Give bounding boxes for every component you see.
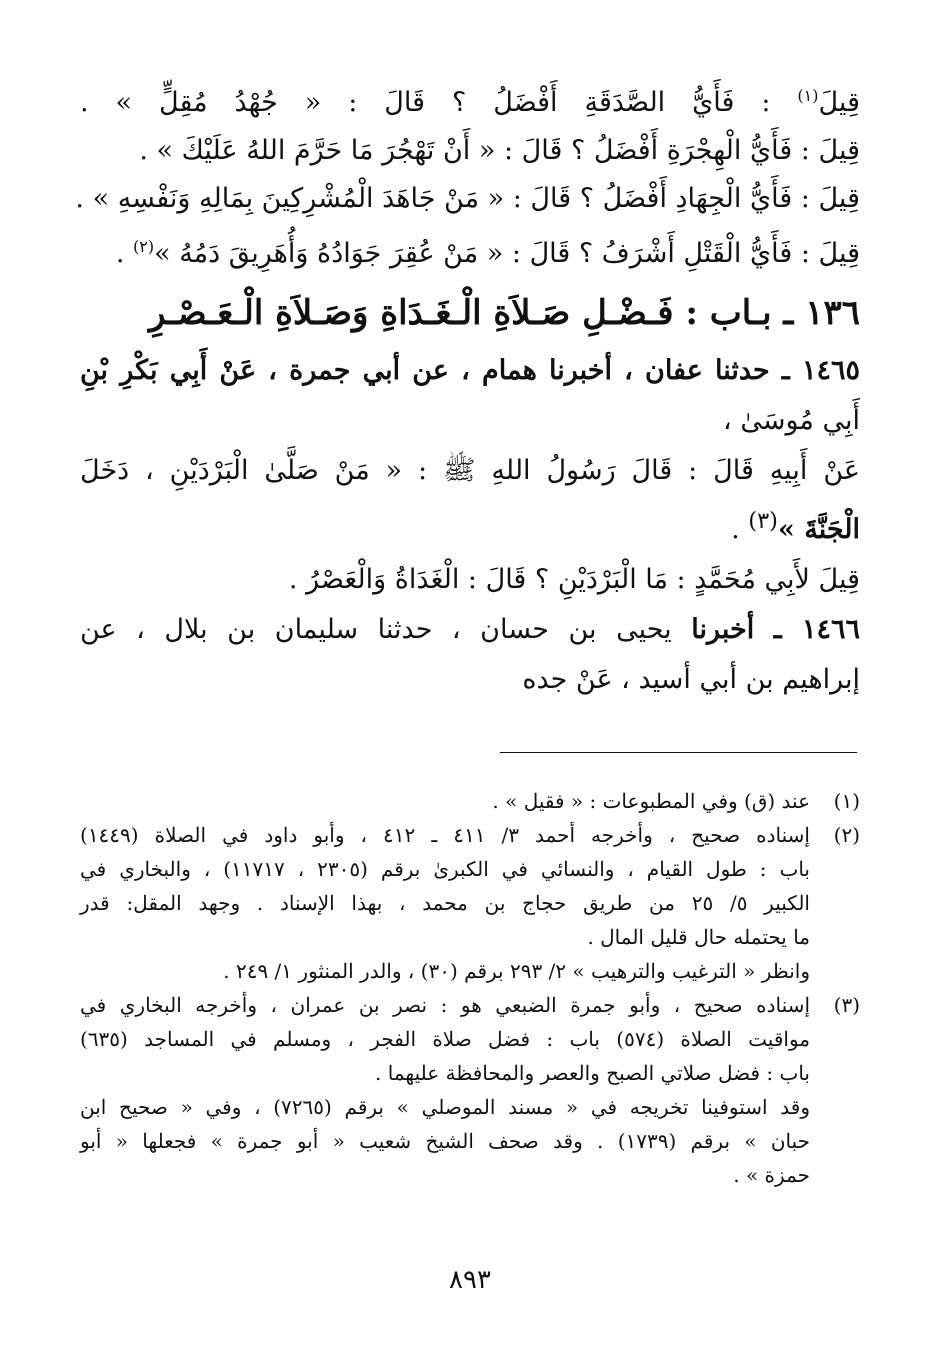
footnote-line: حبان » برقم (١٧٣٩) . وقد صحف الشيخ شعيب « أبو جمرة » فجعلها « أبو	[80, 1129, 811, 1153]
footnote-line: ما يحتمله حال قليل المال .	[587, 925, 810, 949]
hadith-1465-line-3: عَنْ أَبِيهِ قَالَ : قَالَ رَسُولُ اللهِ ﷺ : « مَنْ صَلَّىٰ الْبَرْدَيْنِ ، دَخَلَ	[80, 455, 860, 486]
hadith-1466-line-1	[80, 605, 860, 655]
footnote-line: وقد استوفينا تخريجه في « مسند الموصلي » برقم (٧٢٦٥) ، وفي « صحيح ابن	[80, 1095, 810, 1119]
hadith-number: ١٤٦٦ ـ	[773, 614, 860, 645]
hadith-1465-line-5: قِيلَ لأَبِي مُحَمَّدٍ : مَا الْبَرْدَيْنِ ؟ قَالَ : الْغَدَاةُ وَالْعَصْرُ .	[288, 564, 860, 595]
qa-line-text: .	[115, 238, 134, 269]
hadith-text: .	[731, 514, 749, 545]
footnote-line: مواقيت الصلاة (٥٧٤) باب : فضل صلاة الفجر ، ومسلم في المساجد (٦٣٥)	[80, 1027, 810, 1051]
hadith-1466-line-2: إبراهيم بن أبي أسيد ، عَنْ جده	[522, 664, 860, 695]
page-number: ٨٩٣	[449, 1265, 491, 1295]
hadith-1465-line-4	[80, 496, 860, 555]
footnote-number: (٢)	[833, 823, 860, 847]
footnote-line: باب : طول القيام ، والنسائي في الكبرىٰ برقم (٢٣٠٥ ، ١١٧١٧) ، والبخاري في	[80, 857, 810, 881]
footnote-ref: (٢)	[133, 237, 155, 256]
footnote-number: (١)	[833, 789, 860, 813]
footnote-text	[80, 988, 810, 1192]
hadith-1465-line-1: ١٤٦٥ ـ حدثنا عفان ، أخبرنا همام ، عن أبي جمرة ، عَنْ أَبِي بَكْرِ بْنِ	[80, 355, 860, 386]
hadith-text: الْجَنَّةَ »	[777, 514, 860, 545]
footnote-3	[80, 988, 860, 1192]
chapter-heading: ١٣٦ ـ بـاب : فَـضْـلِ صَـلاَةِ الْـغَـدَاةِ وَصَـلاَةِ الْـعَـصْـرِ	[148, 293, 860, 333]
footnote-line: باب : فضل صلاتي الصبح والعصر والمحافظة عليهما .	[375, 1061, 810, 1085]
qa-line-3: قِيلَ : فَأَيُّ الْجِهَادِ أَفْضَلُ ؟ قَالَ : « مَنْ جَاهَدَ الْمُشْرِكِينَ بِمَالِهِ وَنَفْسِهِ » .	[75, 183, 860, 214]
footnote-ref: (١)	[797, 86, 819, 105]
hadith-text: يحيى بن حسان ، حدثنا سليمان بن بلال ، عن	[80, 614, 692, 645]
footnote-line: إسناده صحيح ، وأبو جمرة الضبعي هو : نصر بن عمران ، وأخرجه البخاري في	[80, 993, 810, 1017]
footnote-line: الكبير ٥/ ٢٥ من طريق حجاج بن محمد ، بهذا الإسناد . وجهد المقل: قدر	[80, 891, 810, 915]
footnotes	[80, 784, 860, 1192]
footnote-1	[80, 784, 860, 818]
footnote-ref: (٣)	[748, 508, 778, 534]
qa-line-4	[80, 223, 860, 278]
qa-line-text: : فَأَيُّ الصَّدَقَةِ أَفْضَلُ ؟ قَالَ : « جُهْدُ مُقِلٍّ » .	[80, 87, 798, 118]
footnote-line: إسناده صحيح ، وأخرجه أحمد ٣/ ٤١١ ـ ٤١٢ ، وأبو داود في الصلاة (١٤٤٩)	[80, 823, 810, 847]
main-text	[75, 72, 860, 705]
footnote-text	[80, 818, 810, 988]
footnote-line: وانظر « الترغيب والترهيب » ٢/ ٢٩٣ برقم (٣٠) ، والدر المنثور ١/ ٢٤٩ .	[223, 959, 810, 983]
footnote-line: عند (ق) وفي المطبوعات : « فقيل » .	[492, 789, 810, 813]
qa-line-1	[80, 72, 860, 127]
footnote-text	[80, 784, 810, 818]
hadith-1465-line-2: أَبِي مُوسَىٰ ،	[723, 405, 860, 436]
qa-line-text: قِيلَ	[818, 87, 860, 118]
hadith-opening-word: أخبرنا	[691, 614, 755, 645]
footnote-number: (٣)	[833, 993, 860, 1017]
qa-line-2: قِيلَ : فَأَيُّ الْهِجْرَةِ أَفْضَلُ ؟ قَالَ : « أَنْ تَهْجُرَ مَا حَرَّمَ اللهُ عَلَيْكَ » .	[139, 135, 860, 166]
footnote-2	[80, 818, 860, 988]
footnote-line: حمزة » .	[733, 1163, 810, 1187]
qa-line-text: قِيلَ : فَأَيُّ الْقَتْلِ أَشْرَفُ ؟ قَالَ : « مَنْ عُقِرَ جَوَادُهُ وَأُهَرِيقَ دَمُهُ »	[154, 238, 860, 269]
footnote-divider	[500, 752, 857, 753]
